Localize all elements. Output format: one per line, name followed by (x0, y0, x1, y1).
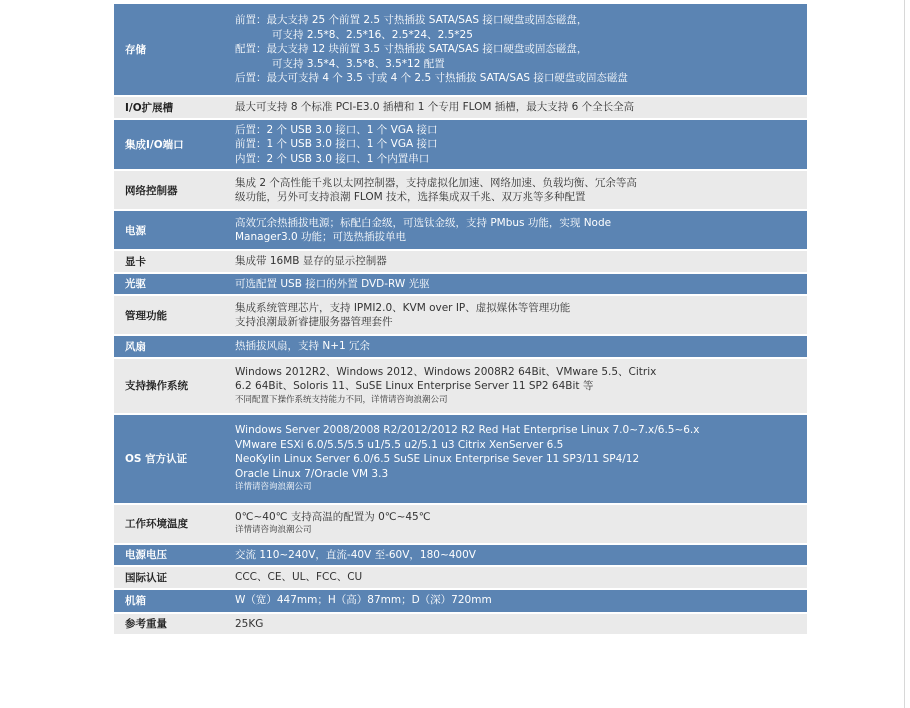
spec-value (233, 170, 807, 210)
spec-label: 网络控制器 (114, 170, 233, 210)
spec-label: 参考重量 (114, 613, 233, 636)
spec-row (114, 295, 807, 335)
spec-row (114, 589, 807, 613)
spec-label: 存储 (114, 4, 233, 96)
spec-value-line: 最大可支持 8 个标准 PCI-E3.0 插槽和 1 个专用 FLOM 插槽，最大支持 6 个全长全高 (235, 101, 635, 113)
spec-label: 支持操作系统 (114, 358, 233, 414)
spec-value (233, 544, 807, 567)
spec-value-line: W（宽）447mm；H（高）87mm；D（深）720mm (235, 594, 492, 607)
spec-value-line: 不同配置下操作系统支持能力不同，详情请咨询浪潮公司 (235, 394, 448, 405)
spec-label: 集成I/O端口 (114, 119, 233, 171)
spec-label: 显卡 (114, 250, 233, 273)
spec-value-line: 集成带 16MB 显存的显示控制器 (235, 255, 387, 267)
spec-value (233, 504, 807, 544)
spec-row (114, 96, 807, 119)
spec-row (114, 4, 807, 96)
spec-value (233, 589, 807, 613)
spec-label: OS 官方认证 (114, 414, 233, 504)
spec-table (114, 4, 807, 636)
spec-value-line: 0℃~40℃ 支持高温的配置为 0℃~45℃ (235, 510, 431, 523)
spec-label: 电源 (114, 210, 233, 250)
spec-value-line: 热插拔风扇，支持 N+1 冗余 (235, 340, 371, 352)
spec-value-line: 集成系统管理芯片，支持 IPMI2.0、KVM over IP、虚拟媒体等管理功能 (235, 301, 571, 314)
spec-value (233, 250, 807, 273)
spec-value-line: 前置：1 个 USB 3.0 接口、1 个 VGA 接口 (235, 138, 438, 150)
spec-value-line: Oracle Linux 7/Oracle VM 3.3 (235, 467, 389, 480)
spec-value-line: 详情请咨询浪潮公司 (235, 525, 312, 536)
spec-label: 风扇 (114, 335, 233, 358)
spec-value-line: 可选配置 USB 接口的外置 DVD-RW 光驱 (235, 277, 430, 290)
spec-value (233, 119, 807, 171)
spec-value-line: NeoKylin Linux Server 6.0/6.5 SuSE Linux Enterprise Sever 11 SP3/11 SP4/12 (235, 453, 640, 465)
spec-value-line: 高效冗余热插拔电源；标配白金级，可选钛金级，支持 PMbus 功能，实现 Node (235, 216, 612, 229)
spec-value-line: 支持浪潮最新睿捷服务器管理套件 (235, 316, 393, 328)
spec-label: 机箱 (114, 589, 233, 613)
spec-value-line: Windows Server 2008/2008 R2/2012/2012 R2 Red Hat Enterprise Linux 7.0~7.x/6.5~6.x (235, 424, 700, 436)
spec-row (114, 335, 807, 358)
spec-value (233, 4, 807, 96)
spec-value-line: 25KG (235, 617, 264, 630)
spec-row (114, 170, 807, 210)
spec-value-line: 可支持 2.5*8、2.5*16、2.5*24、2.5*25 (272, 28, 473, 41)
spec-value-line: 级功能，另外可支持浪潮 FLOM 技术，选择集成双千兆、双万兆等多种配置 (235, 191, 586, 203)
spec-value (233, 335, 807, 358)
spec-value-line: 配置：最大支持 12 块前置 3.5 寸热插拔 SATA/SAS 接口硬盘或固态磁盘， (235, 43, 588, 56)
spec-row (114, 119, 807, 171)
spec-row (114, 273, 807, 296)
spec-value-line: 集成 2 个高性能千兆以太网控制器，支持虚拟化加速、网络加速、负载均衡、冗余等高 (235, 176, 637, 189)
spec-label: 光驱 (114, 273, 233, 296)
spec-value (233, 96, 807, 119)
spec-value-line: 后置：最大可支持 4 个 3.5 寸或 4 个 2.5 寸热插拔 SATA/SAS 接口硬盘或固态磁盘 (235, 72, 628, 85)
spec-value (233, 613, 807, 636)
spec-value-line: 可支持 3.5*4、3.5*8、3.5*12 配置 (272, 57, 445, 70)
spec-value-line: 6.2 64Bit、Soloris 11、SuSE Linux Enterprise Server 11 SP2 64Bit 等 (235, 380, 594, 392)
spec-value (233, 566, 807, 589)
spec-label: 电源电压 (114, 544, 233, 567)
spec-row (114, 210, 807, 250)
spec-row (114, 358, 807, 414)
spec-value (233, 358, 807, 414)
spec-value-line: CCC、CE、UL、FCC、CU (235, 571, 363, 583)
spec-value-line: 交流 110~240V，直流-40V 至-60V，180~400V (235, 548, 476, 561)
spec-row (114, 566, 807, 589)
spec-label: 管理功能 (114, 295, 233, 335)
spec-value-line: Manager3.0 功能；可选热插拔单电 (235, 231, 407, 243)
spec-row (114, 544, 807, 567)
spec-row (114, 613, 807, 636)
spec-value (233, 414, 807, 504)
spec-row (114, 250, 807, 273)
spec-value (233, 295, 807, 335)
spec-label: 工作环境温度 (114, 504, 233, 544)
spec-label: I/O扩展槽 (114, 96, 233, 119)
page-right-border (904, 0, 905, 708)
spec-row (114, 414, 807, 504)
spec-value-line: 后置：2 个 USB 3.0 接口、1 个 VGA 接口 (235, 123, 438, 136)
spec-value (233, 210, 807, 250)
spec-table-body (114, 4, 807, 635)
spec-value-line: Windows 2012R2、Windows 2012、Windows 2008R2 64Bit、VMware 5.5、Citrix (235, 365, 657, 378)
spec-value-line: VMware ESXi 6.0/5.5/5.5 u1/5.5 u2/5.1 u3 Citrix XenServer 6.5 (235, 438, 564, 451)
spec-label: 国际认证 (114, 566, 233, 589)
spec-value-line: 前置：最大支持 25 个前置 2.5 寸热插拔 SATA/SAS 接口硬盘或固态磁盘， (235, 14, 588, 27)
spec-row (114, 504, 807, 544)
spec-value (233, 273, 807, 296)
spec-value-line: 内置：2 个 USB 3.0 接口、1 个内置串口 (235, 152, 430, 165)
spec-value-line: 详情请咨询浪潮公司 (235, 482, 312, 492)
